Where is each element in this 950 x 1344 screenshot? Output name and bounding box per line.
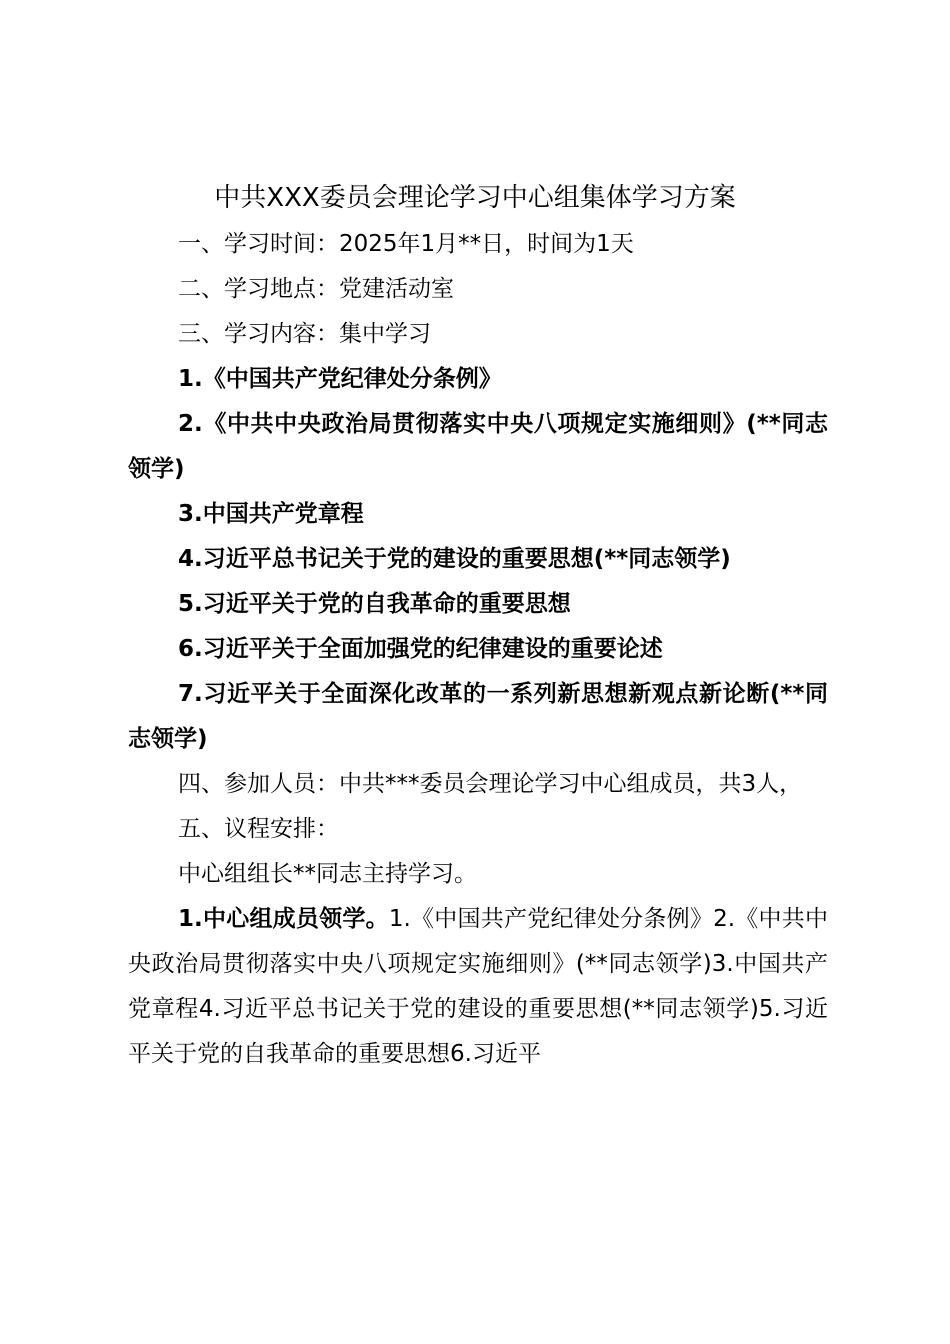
- agenda-item-text: 1.《中国共产党纪律处分条例》2.《中共中央政治局贯彻落实中央八项规定实施细则》(**同志领学)3.中国共产党章程4.习近平总书记关于党的建设的重要思想(**同志领学)5.习近平关于党的自我革命的重要思想6.习近平: [128, 906, 829, 1067]
- paragraph-study-time: 一、学习时间：2025年1月**日，时间为1天: [178, 231, 634, 257]
- content-item-4: 4.习近平总书记关于党的建设的重要思想(**同志领学): [178, 546, 731, 572]
- content-item-7: 7.习近平关于全面深化改革的一系列新思想新观点新论断(**同志领学): [128, 681, 828, 752]
- content-item-1: 1.《中国共产党纪律处分条例》: [178, 366, 502, 392]
- paragraph-host: 中心组组长**同志主持学习。: [178, 861, 477, 887]
- paragraph-agenda: 五、议程安排：: [178, 816, 339, 842]
- paragraph-participants: 四、参加人员：中共***委员会理论学习中心组成员，共3人，: [178, 771, 803, 797]
- content-item-5: 5.习近平关于党的自我革命的重要思想: [178, 591, 571, 617]
- paragraph-study-location: 二、学习地点：党建活动室: [178, 276, 454, 302]
- document-title: 中共XXX委员会理论学习中心组集体学习方案: [214, 183, 736, 213]
- paragraph-study-content: 三、学习内容：集中学习: [178, 321, 431, 347]
- agenda-item-lead: 1.中心组成员领学。: [178, 906, 389, 932]
- content-item-6: 6.习近平关于全面加强党的纪律建设的重要论述: [178, 636, 663, 662]
- content-item-2: 2.《中共中央政治局贯彻落实中央八项规定实施细则》(**同志领学): [128, 411, 828, 482]
- content-item-3: 3.中国共产党章程: [178, 501, 364, 527]
- agenda-item-1: [128, 897, 828, 1077]
- document-body: [128, 222, 828, 1077]
